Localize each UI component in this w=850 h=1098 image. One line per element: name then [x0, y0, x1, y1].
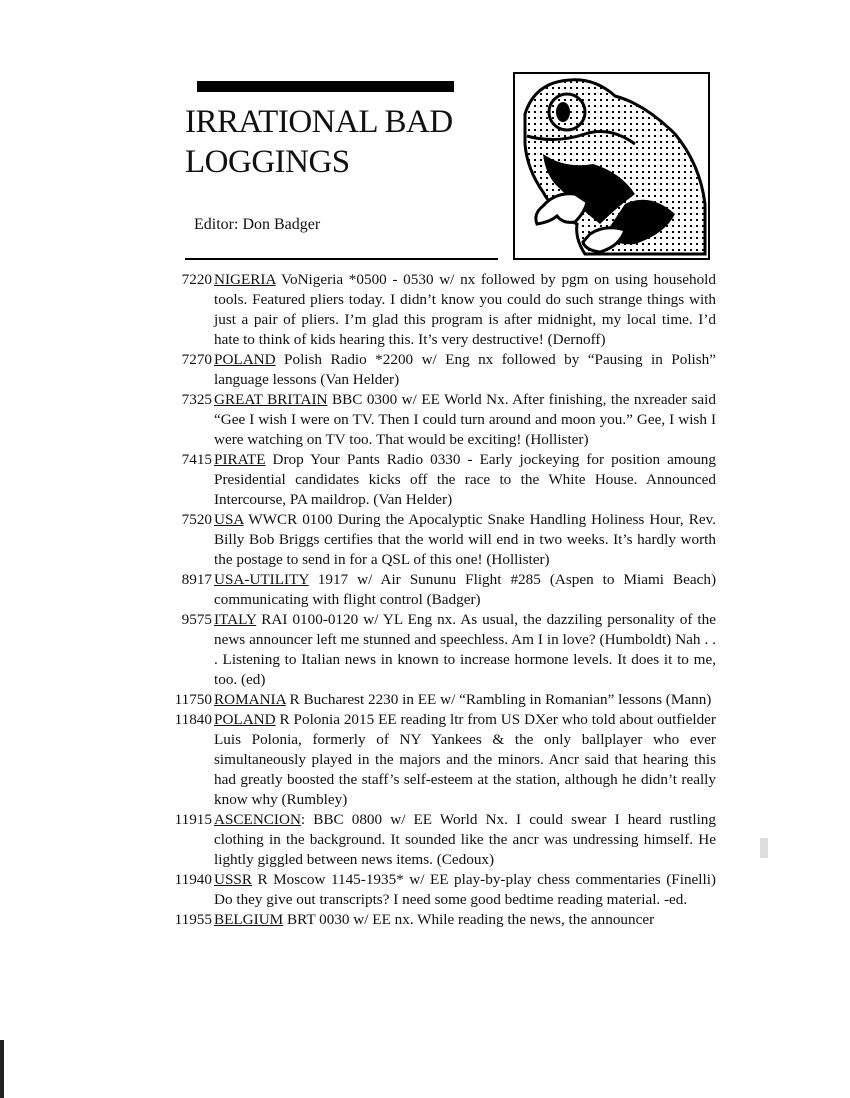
frequency: 8917 [181, 571, 212, 588]
title-line-1: IRRATIONAL BAD [185, 104, 453, 140]
entry-text: R Bucharest 2230 in EE w/ “Rambling in Romanian” lessons (Mann) [285, 691, 712, 708]
country: USA [214, 511, 244, 528]
entry-text: BBC 0300 w/ EE World Nx. After finishing, the nxreader said “Gee I wish I were on TV. Then I could turn around and moon you.” Gee, I wish I were watching on TV too. That would be exciting! (Hollister) [214, 391, 716, 448]
frequency: 7220 [181, 271, 212, 288]
logging-entry [168, 910, 716, 930]
editor-credit: Editor: Don Badger [194, 216, 321, 233]
frequency: 7325 [181, 391, 212, 408]
country: USSR [214, 871, 252, 888]
scan-artifact [0, 1040, 4, 1098]
entry-text: 1917 w/ Air Sununu Flight #285 (Aspen to Miami Beach) communicating with flight control (Badger) [214, 571, 716, 608]
frequency: 11750 [174, 691, 212, 708]
logging-entry [168, 810, 716, 870]
frequency: 11915 [174, 811, 212, 828]
logging-entry [168, 510, 716, 570]
logging-entry [168, 710, 716, 810]
country: ASCENCION [214, 811, 301, 828]
country: PIRATE [214, 451, 266, 468]
header-top-rule [197, 81, 454, 92]
entry-text: WWCR 0100 During the Apocalyptic Snake Handling Holiness Hour, Rev. Billy Bob Briggs certifies that the world will end in two weeks. It’s hardly worth the postage to send in for a QSL of this one! (Hollister) [214, 511, 716, 568]
frequency: 11955 [174, 911, 212, 928]
entry-text: Polish Radio *2200 w/ Eng nx followed by “Pausing in Polish” language lessons (Van Helder) [214, 351, 716, 388]
scan-artifact [760, 838, 768, 858]
logging-entry [168, 270, 716, 350]
logging-entry [168, 570, 716, 610]
logging-entry [168, 450, 716, 510]
country: NIGERIA [214, 271, 276, 288]
logging-entry [168, 390, 716, 450]
frog-illustration [513, 72, 710, 260]
entry-text: RAI 0100-0120 w/ YL Eng nx. As usual, the dazziling personality of the news announcer left me stunned and speechless. Am I in love? (Humboldt) Nah . . . Listening to Italian news in known to increase hormone levels. It does it to me, too. (ed) [214, 611, 716, 688]
frequency: 11940 [174, 871, 212, 888]
frequency: 11840 [174, 711, 212, 728]
entry-text: R Polonia 2015 EE reading ltr from US DXer who told about outfielder Luis Polonia, formerly of NY Yankees & the only ballplayer who ever simultaneously played in the majors and the minors. Ancr said that hearing this had greatly boosted the staff’s self-esteem at the station, although he didn’t really know why (Rumbley) [214, 711, 716, 808]
logging-entry [168, 870, 716, 910]
entry-text: R Moscow 1145-1935* w/ EE play-by-play chess commentaries (Finelli) Do they give out transcripts? I need some good bedtime reading material. -ed. [214, 871, 716, 908]
frequency: 7270 [181, 351, 212, 368]
logging-entry [168, 610, 716, 690]
frequency: 7415 [181, 451, 212, 468]
logging-entry [168, 350, 716, 390]
entry-text: VoNigeria *0500 - 0530 w/ nx followed by pgm on using household tools. Featured pliers today. I didn’t know you could do such strange things with just a pair of pliers. I’m glad this program is after midnight, my local time. I’d hate to think of kids hearing this. It’s very destructive! (Dernoff) [214, 271, 716, 348]
entry-text: Drop Your Pants Radio 0330 - Early jockeying for position amoung Presidential candidates kicks off the race to the White House. Announced Intercourse, PA maildrop. (Van Helder) [214, 451, 716, 508]
entry-text: BRT 0030 w/ EE nx. While reading the news, the announcer [283, 911, 655, 928]
page-title [185, 102, 505, 182]
country: POLAND [214, 351, 276, 368]
country: ITALY [214, 611, 257, 628]
frequency: 7520 [181, 511, 212, 528]
logging-entry [168, 690, 716, 710]
frequency: 9575 [181, 611, 212, 628]
title-line-2: LOGGINGS [185, 144, 350, 180]
country: BELGIUM [214, 911, 284, 928]
country: POLAND [214, 711, 276, 728]
country: GREAT BRITAIN [214, 391, 328, 408]
header-bottom-rule [185, 258, 498, 260]
entry-text: : BBC 0800 w/ EE World Nx. I could swear I heard rustling clothing in the background. It sounded like the ancr was undressing himself. He lightly giggled between news items. (Cedoux) [214, 811, 716, 868]
frog-icon [515, 74, 708, 258]
country: USA-UTILITY [214, 571, 309, 588]
loggings-list [168, 270, 716, 930]
country: ROMANIA [214, 691, 286, 708]
